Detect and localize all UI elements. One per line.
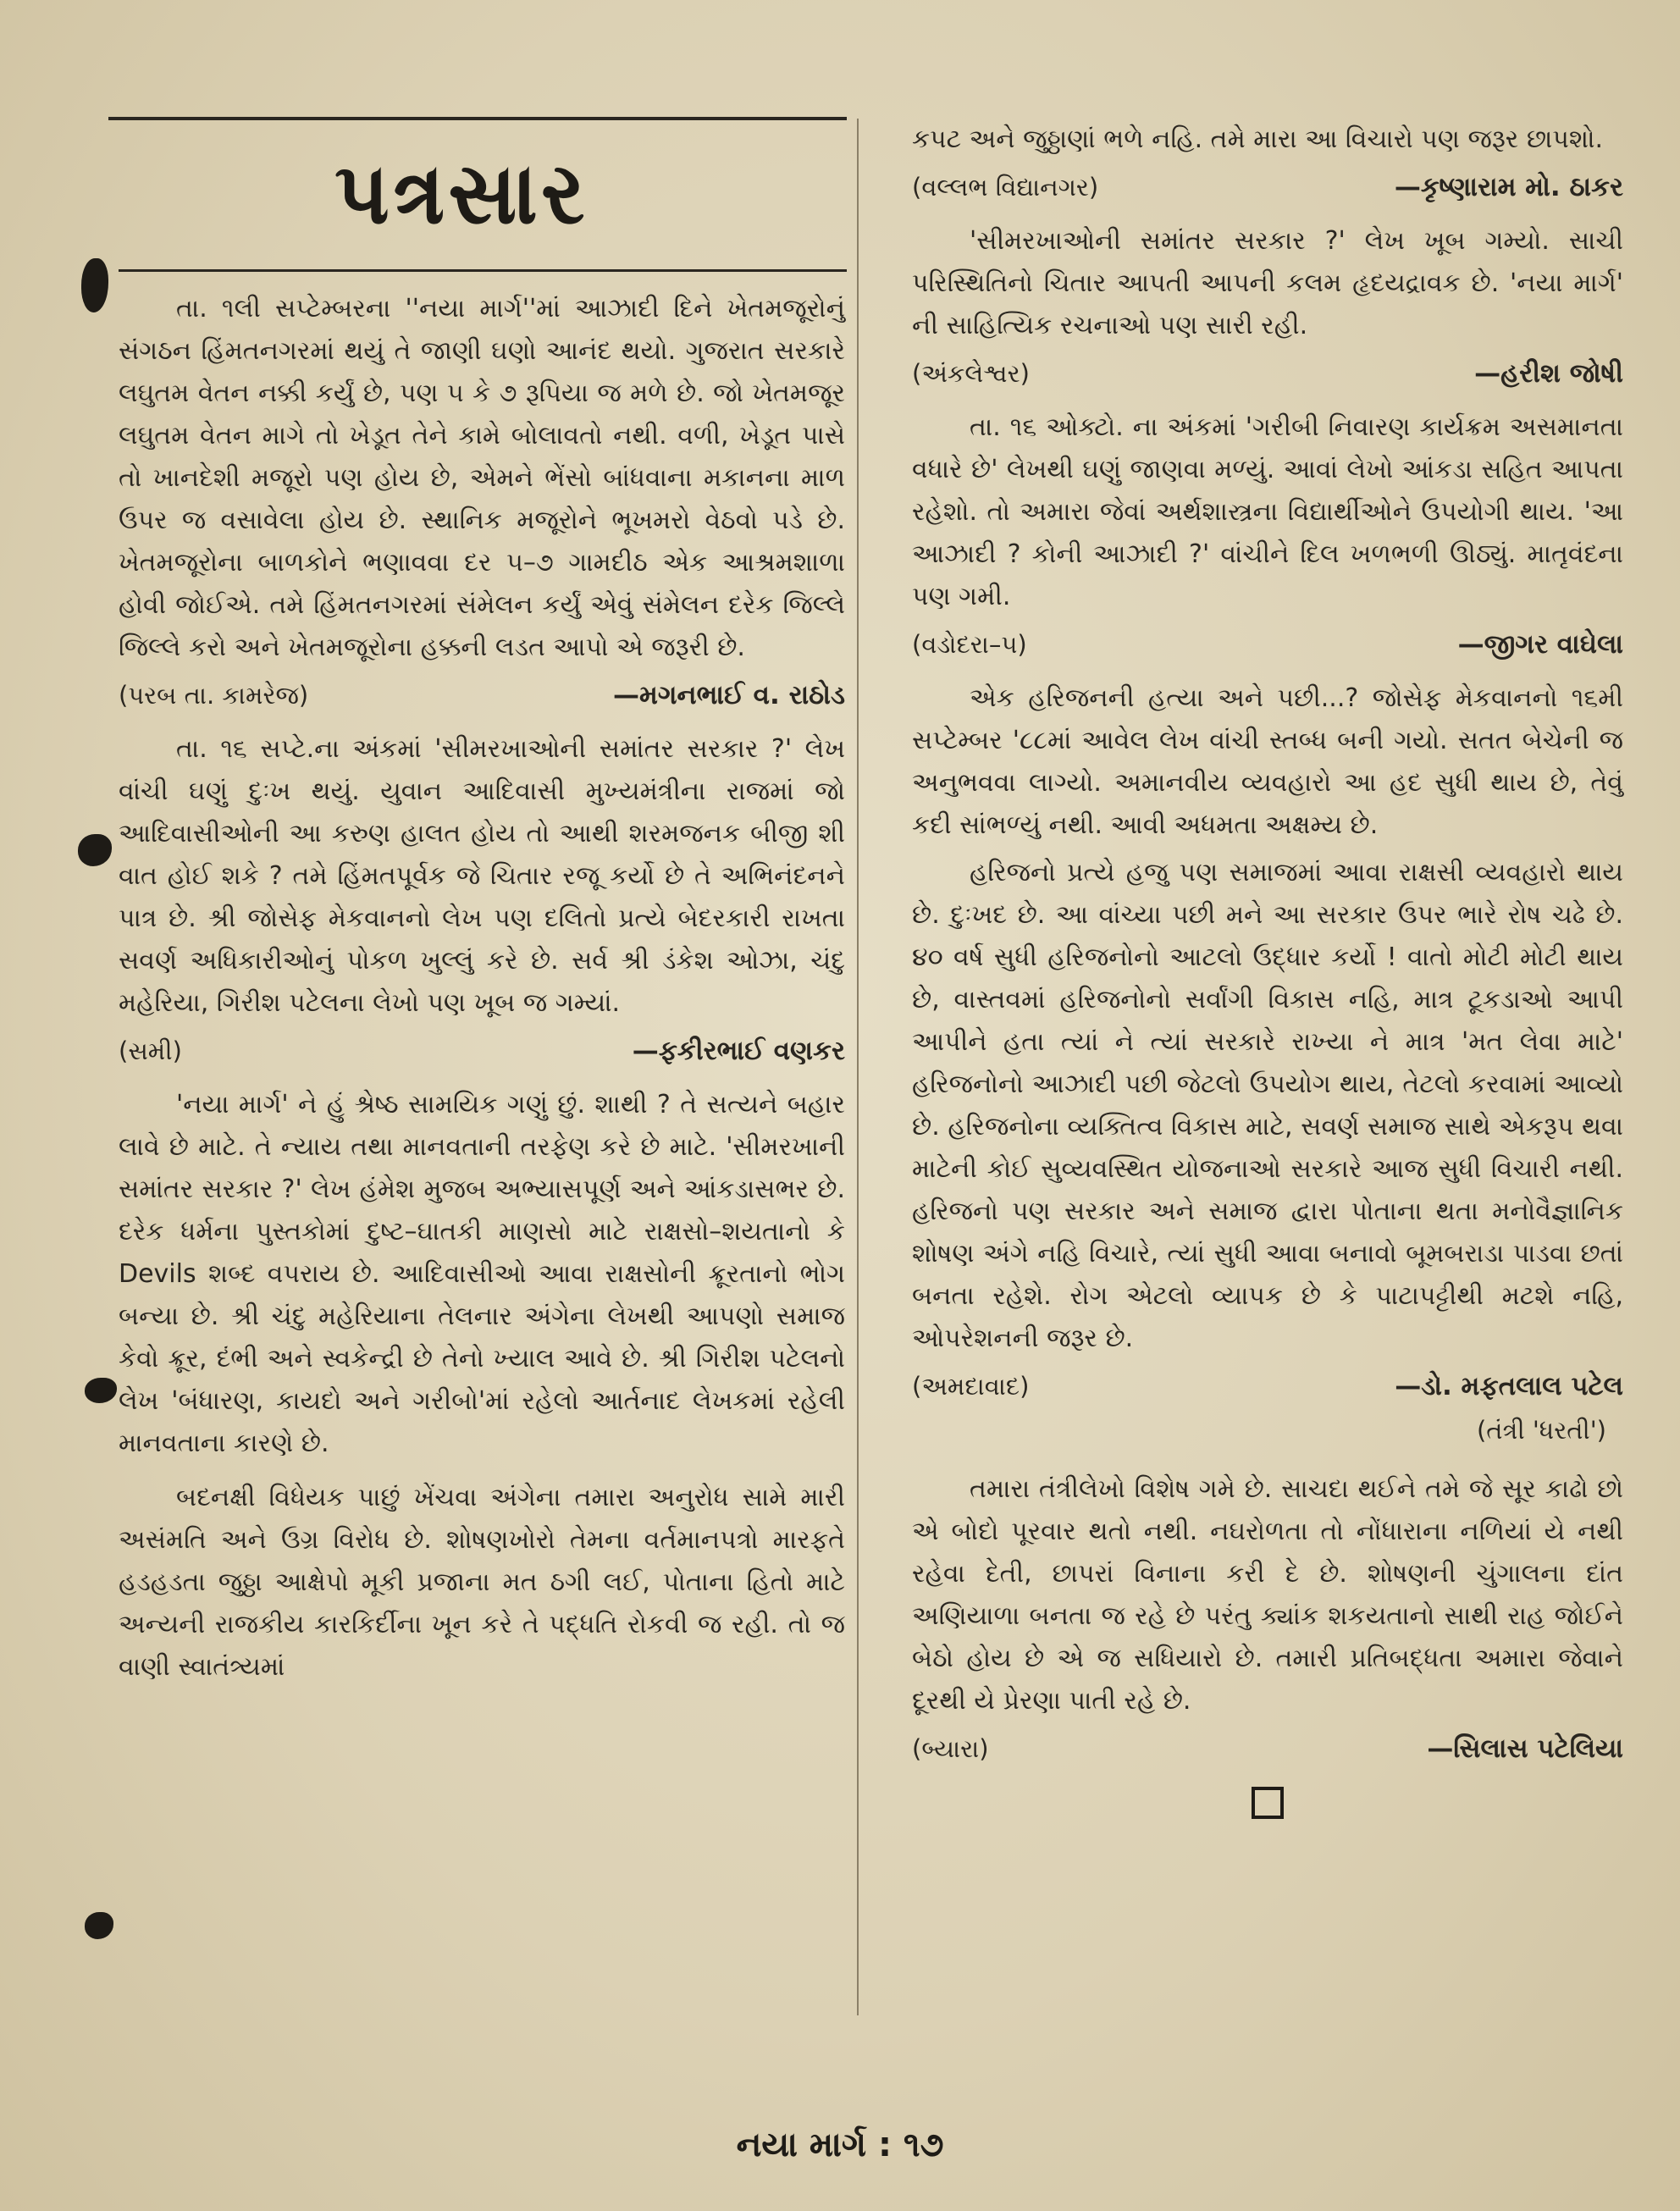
letter-place: (વલ્લભ વિદ્યાનગર) — [912, 173, 1099, 202]
letter — [912, 1468, 1623, 1770]
signature-row — [912, 1727, 1623, 1770]
ink-blot — [81, 258, 108, 312]
letter-place: (વડોદરા–૫) — [912, 630, 1027, 659]
heading-underline — [119, 269, 847, 272]
letter-text: કપટ અને જુઠ્ઠાણાં ભળે નહિ. તમે મારા આ વિચારો પણ જરૂર છાપશો. — [912, 124, 1604, 154]
letter — [912, 220, 1623, 395]
letter — [119, 728, 845, 1072]
left-column — [119, 288, 845, 1694]
letter-text: તમારા તંત્રીલેખો વિશેષ ગમે છે. સાચદા થઈને તમે જે સૂર કાઢો છો એ બોદો પૂરવાર થતો નથી. નઘરોળતા તો નોંધારાના નળિયાં યે નથી રહેવા દેતી, છાપરાં વિનાના કરી દે છે. શોષણની ચુંગાલના દાંત અણિયાળા બનતા જ રહે છે પરંતુ ક્યાંક શકયતાનો સાથી રાહ જોઈને બેઠો હોય છે એ જ સધિયારો છે. તમારી પ્રતિબદ્ધતા અમારા જેવાને દૂરથી યે પ્રેરણા પાતી રહે છે. — [912, 1474, 1623, 1716]
letter — [119, 1084, 845, 1465]
letter-place: (બ્યારા) — [912, 1734, 989, 1763]
letter-text: તા. ૧લી સપ્ટેમ્બરના ''નયા માર્ગ''માં આઝાદી દિને ખેતમજૂરોનું સંગઠન હિંમતનગરમાં થયું તે જાણી ઘણો આનંદ થયો. ગુજરાત સરકારે લઘુતમ વેતન નક્કી કર્યું છે, પણ ૫ કે ૭ રૂપિયા જ મળે છે. જો ખેતમજૂર લઘુતમ વેતન માગે તો ખેડૂત તેને કામે બોલાવતો નથી. વળી, ખેડૂત પાસે તો ખાનદેશી મજૂરો પણ હોય છે, એમને ભેંસો બાંધવાના મકાનના માળ ઉપર જ વસાવેલા હોય છે. સ્થાનિક મજૂરોને ભૂખમરો વેઠવો પડે છે. ખેતમજૂરોના બાળકોને ભણાવવા દર ૫–૭ ગામદીઠ એક આશ્રમશાળા હોવી જોઈએ. તમે હિંમતનગરમાં સંમેલન કર્યું એવું સંમેલન દરેક જિલ્લે જિલ્લે કરો અને ખેતમજૂરોના હક્કની લડત આપો એ જરૂરી છે. — [119, 294, 845, 662]
letter-text: 'સીમરખાઓની સમાંતર સરકાર ?' લેખ ખૂબ ગમ્યો. સાચી પરિસ્થિતિનો ચિતાર આપતી આપની કલમ હૃદયદ્રાવક છે. 'નયા માર્ગ' ની સાહિત્યિક રચનાઓ પણ સારી રહી. — [912, 226, 1623, 340]
signature-row — [912, 352, 1623, 395]
letter-author: —કૃષ્ણારામ મો. ઠાકર — [1394, 172, 1623, 202]
ink-blot — [78, 834, 112, 866]
signature-row — [119, 1030, 845, 1072]
letter-author: —ફકીરભાઈ વણકર — [632, 1036, 845, 1066]
letter-text: એક હરિજનની હત્યા અને પછી...? જોસેફ મેકવાનનો ૧૬મી સપ્ટેમ્બર '૮૮માં આવેલ લેખ વાંચી સ્તબ્ધ બની ગયો. સતત બેચેની જ અનુભવવા લાગ્યો. અમાનવીય વ્યવહારો આ હદ સુધી થાય છે, તેવું કદી સાંભળ્યું નથી. આવી અધમતા અક્ષમ્ય છે. — [912, 683, 1623, 840]
signature-row — [912, 1365, 1623, 1407]
author-note: (તંત્રી 'ધરતી') — [1476, 1416, 1606, 1445]
column-divider — [857, 119, 859, 2015]
letter — [119, 1477, 845, 1689]
end-marker — [912, 1787, 1623, 1832]
letter-place: (અંકલેશ્વર) — [912, 359, 1030, 388]
letter-text: હરિજનો પ્રત્યે હજુ પણ સમાજમાં આવા રાક્ષસી વ્યવહારો થાય છે. દુઃખદ છે. આ વાંચ્યા પછી મને આ સરકાર ઉપર ભારે રોષ ચઢે છે. ૪૦ વર્ષ સુધી હરિજનોનો આટલો ઉદ્ધાર કર્યો ! વાતો મોટી મોટી થાય છે, વાસ્તવમાં હરિજનોનો સર્વાંગી વિકાસ નહિ, માત્ર ટૂકડાઓ આપી આપીને હતા ત્યાં ને ત્યાં સરકારે રાખ્યા ને માત્ર 'મત લેવા માટે' હરિજનોનો આઝાદી પછી જેટલો ઉપયોગ થાય, તેટલો કરવામાં આવ્યો છે. હરિજનોના વ્યક્તિત્વ વિકાસ માટે, સવર્ણ સમાજ સાથે એકરૂપ થવા માટેની કોઈ સુવ્યવસ્થિત યોજનાઓ સરકારે આજ સુધી વિચારી નથી. હરિજનો પણ સરકાર અને સમાજ દ્વારા પોતાના થતા મનોવૈજ્ઞાનિક શોષણ અંગે નહિ વિચારે, ત્યાં સુધી આવા બનાવો બૂમબરાડા પાડવા છતાં બનતા રહેશે. રોગ એટલો વ્યાપક છે કે પાટાપટ્ટીથી મટશે નહિ, ઓપરેશનની જરૂર છે. — [912, 858, 1623, 1353]
signature-row — [912, 166, 1623, 208]
letter — [912, 119, 1623, 208]
letter-author: —હરીશ જોષી — [1474, 358, 1623, 389]
right-column — [912, 119, 1623, 1832]
letter-author: —મગનભાઈ વ. રાઠોડ — [612, 680, 845, 710]
letter-place: (અમદાવાદ) — [912, 1372, 1030, 1401]
ink-blot — [85, 1912, 113, 1939]
letter-author: —જીગર વાઘેલા — [1457, 629, 1623, 660]
letter-place: (પરબ તા. કામરેજ) — [119, 681, 309, 710]
top-rule — [108, 117, 847, 120]
page-footer: નયા માર્ગ : ૧૭ — [736, 2125, 944, 2164]
letter-author: —ડો. મફતલાલ પટેલ — [1395, 1371, 1623, 1401]
letter — [912, 406, 1623, 666]
signature-row — [912, 623, 1623, 666]
end-square-icon — [1252, 1787, 1284, 1819]
letter-text: 'નયા માર્ગ' ને હું શ્રેષ્ઠ સામયિક ગણું છું. શાથી ? તે સત્યને બહાર લાવે છે માટે. તે ન્યાય તથા માનવતાની તરફેણ કરે છે માટે. 'સીમરખાની સમાંતર સરકાર ?' લેખ હંમેશ મુજબ અભ્યાસપૂર્ણ અને આંકડાસભર છે. દરેક ધર્મના પુસ્તકોમાં દુષ્ટ–ઘાતકી માણસો માટે રાક્ષસો–શયતાનો કે Devils શબ્દ વપરાય છે. આદિવાસીઓ આવા રાક્ષસોની ક્રૂરતાનો ભોગ બન્યા છે. શ્રી ચંદુ મહેરિયાના તેલનાર અંગેના લેખથી આપણો સમાજ કેવો ક્રૂર, દંભી અને સ્વકેન્દ્રી છે તેનો ખ્યાલ આવે છે. શ્રી ગિરીશ પટેલનો લેખ 'બંધારણ, કાયદો અને ગરીબો'માં રહેલો આર્તનાદ લેખકમાં રહેલી માનવતાના કારણે છે. — [119, 1090, 845, 1458]
signature-row — [119, 674, 845, 716]
letter-text: તા. ૧૬ સપ્ટે.ના અંકમાં 'સીમરખાઓની સમાંતર સરકાર ?' લેખ વાંચી ઘણું દુઃખ થયું. યુવાન આદિવાસી મુખ્યમંત્રીના રાજમાં જો આદિવાસીઓની આ કરુણ હાલત હોય તો આથી શરમજનક બીજી શી વાત હોઈ શકે ? તમે હિંમતપૂર્વક જે ચિતાર રજૂ કર્યો છે તે અભિનંદનને પાત્ર છે. શ્રી જોસેફ મેકવાનનો લેખ પણ દલિતો પ્રત્યે બેદરકારી રાખતા સવર્ણ અધિકારીઓનું પોકળ ખુલ્લું કરે છે. સર્વ શ્રી ડંકેશ ઓઝા, ચંદુ મહેરિયા, ગિરીશ પટેલના લેખો પણ ખૂબ જ ગમ્યાં. — [119, 734, 845, 1018]
letter-text: તા. ૧૬ ઓક્ટો. ના અંકમાં 'ગરીબી નિવારણ કાર્યક્રમ અસમાનતા વધારે છે' લેખથી ઘણું જાણવા મળ્યું. આવાં લેખો આંકડા સહિત આપતા રહેશો. તો અમારા જેવાં અર્થશાસ્ત્રના વિદ્યાર્થીઓને ઉપયોગી થાય. 'આ આઝાદી ? કોની આઝાદી ?' વાંચીને દિલ ખળભળી ઊઠ્યું. માતૃવંદના પણ ગમી. — [912, 412, 1623, 611]
letter — [119, 288, 845, 716]
letter-author: —સિલાસ પટેલિયા — [1427, 1733, 1623, 1764]
ink-blot — [85, 1378, 117, 1403]
letter-text: બદનક્ષી વિધેયક પાછું ખેંચવા અંગેના તમારા અનુરોધ સામે મારી અસંમતિ અને ઉગ્ર વિરોધ છે. શોષણખોરો તેમના વર્તમાનપત્રો મારફતે હડહડતા જુઠ્ઠા આક્ષેપો મૂકી પ્રજાના મત ઠગી લઈ, પોતાના હિતો માટે અન્યની રાજકીય કારકિર્દીના ખૂન કરે તે પદ્ધતિ રોકવી જ રહી. તો જ વાણી સ્વાતંત્ર્યમાં — [119, 1483, 845, 1682]
section-heading: પત્રસાર — [334, 144, 589, 243]
letter-place: (સમી) — [119, 1036, 182, 1065]
letter — [912, 677, 1623, 1451]
